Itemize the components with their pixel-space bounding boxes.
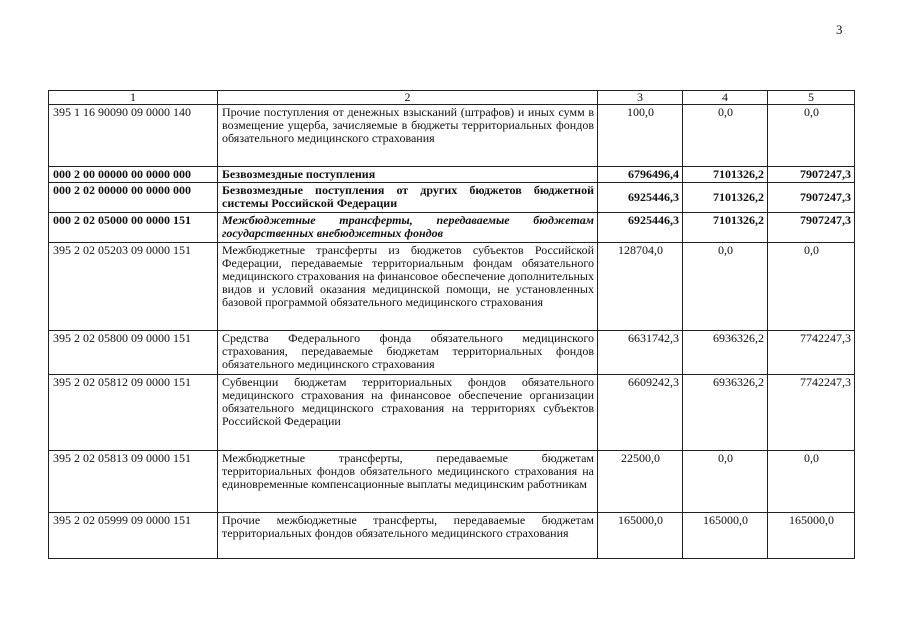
row-description: Межбюджетные трансферты из бюджетов субъектов Российской Федерации, передаваемые территориальным фондам обязательного медицинского страхования на финансовое обеспечение дополнительных видов и условий оказания медицинской помощи, не установленных базовой программой обязательного медицинского страхования [218, 243, 598, 331]
row-code: 395 2 02 05999 09 0000 151 [49, 513, 218, 559]
row-code: 395 2 02 05813 09 0000 151 [49, 451, 218, 513]
row-code: 000 2 00 00000 00 0000 000 [49, 167, 218, 183]
row-value-3: 128704,0 [598, 243, 683, 331]
table-row [49, 167, 855, 183]
row-value-3: 22500,0 [598, 451, 683, 513]
table-row [49, 213, 855, 243]
row-value-3: 6925446,3 [598, 213, 683, 243]
row-value-4: 165000,0 [683, 513, 768, 559]
header-cell-4: 4 [683, 91, 768, 105]
row-value-3: 100,0 [598, 105, 683, 167]
row-description: Межбюджетные трансферты, передаваемые бюджетам государственных внебюджетных фондов [218, 213, 598, 243]
row-value-5: 7907247,3 [768, 167, 855, 183]
row-value-5: 7742247,3 [768, 331, 855, 375]
header-cell-2: 2 [218, 91, 598, 105]
row-value-5: 0,0 [768, 243, 855, 331]
row-description: Средства Федерального фонда обязательного медицинского страхования, передаваемые бюджетам территориальных фондов обязательного медицинского страхования [218, 331, 598, 375]
row-code: 000 2 02 00000 00 0000 000 [49, 183, 218, 213]
row-value-3: 6925446,3 [598, 183, 683, 213]
header-cell-3: 3 [598, 91, 683, 105]
row-code: 395 2 02 05812 09 0000 151 [49, 375, 218, 451]
row-value-4: 6936326,2 [683, 331, 768, 375]
table-row [49, 451, 855, 513]
row-code: 000 2 02 05000 00 0000 151 [49, 213, 218, 243]
row-value-4: 0,0 [683, 105, 768, 167]
table-row [49, 375, 855, 451]
row-value-5: 0,0 [768, 105, 855, 167]
row-description: Межбюджетные трансферты, передаваемые бюджетам территориальных фондов обязательного медицинского страхования на единовременные компенсационные выплаты медицинским работникам [218, 451, 598, 513]
row-value-4: 7101326,2 [683, 213, 768, 243]
table-row [49, 243, 855, 331]
table-row [49, 105, 855, 167]
row-value-5: 165000,0 [768, 513, 855, 559]
row-value-3: 6609242,3 [598, 375, 683, 451]
row-value-5: 0,0 [768, 451, 855, 513]
row-value-5: 7907247,3 [768, 213, 855, 243]
row-description: Безвозмездные поступления [218, 167, 598, 183]
row-value-3: 6631742,3 [598, 331, 683, 375]
table-row [49, 183, 855, 213]
row-description: Прочие межбюджетные трансферты, передаваемые бюджетам территориальных фондов обязательного медицинского страхования [218, 513, 598, 559]
table-header-row [49, 91, 855, 105]
row-description: Субвенции бюджетам территориальных фондов обязательного медицинского страхования на финансовое обеспечение организации обязательного медицинского страхования на территориях субъектов Российской Федерации [218, 375, 598, 451]
row-value-5: 7907247,3 [768, 183, 855, 213]
row-code: 395 2 02 05203 09 0000 151 [49, 243, 218, 331]
row-code: 395 1 16 90090 09 0000 140 [49, 105, 218, 167]
table-row [49, 331, 855, 375]
row-value-4: 7101326,2 [683, 167, 768, 183]
table-row [49, 513, 855, 559]
row-description: Безвозмездные поступления от других бюджетов бюджетной системы Российской Федерации [218, 183, 598, 213]
row-description: Прочие поступления от денежных взысканий (штрафов) и иных сумм в возмещение ущерба, зачисляемые в бюджеты территориальных фондов обязательного медицинского страхования [218, 105, 598, 167]
row-value-4: 7101326,2 [683, 183, 768, 213]
budget-table [48, 90, 855, 559]
row-code: 395 2 02 05800 09 0000 151 [49, 331, 218, 375]
row-value-4: 0,0 [683, 451, 768, 513]
row-value-5: 7742247,3 [768, 375, 855, 451]
row-value-4: 6936326,2 [683, 375, 768, 451]
row-value-4: 0,0 [683, 243, 768, 331]
header-cell-5: 5 [768, 91, 855, 105]
row-value-3: 6796496,4 [598, 167, 683, 183]
page-number: 3 [836, 22, 843, 37]
header-cell-1: 1 [49, 91, 218, 105]
row-value-3: 165000,0 [598, 513, 683, 559]
